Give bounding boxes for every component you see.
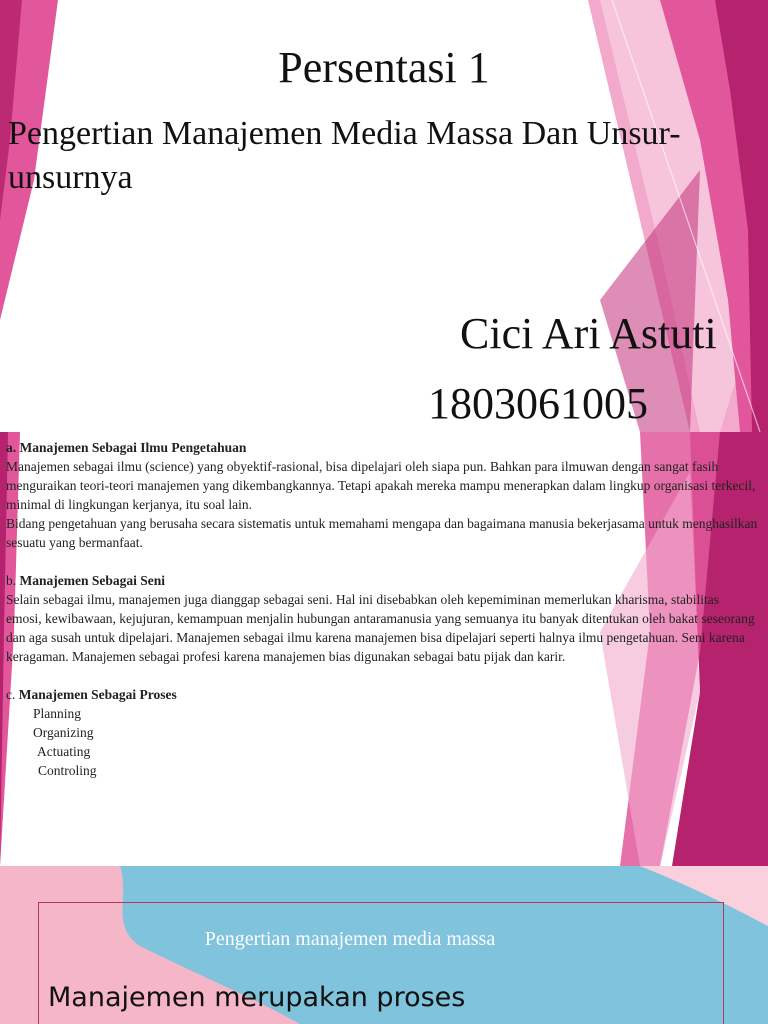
definition-slide: [0, 866, 768, 1024]
document-page: [0, 432, 768, 866]
slide3-body: Manajemen merupakan proses: [48, 982, 466, 1013]
section-c-heading: Manajemen Sebagai Proses: [18, 687, 177, 702]
section-a-paragraph-2: Bidang pengetahuan yang berusaha secara sistematis untuk memahami mengapa dan bagaimana manusia bekerjasama untuk menghasilkan sesuatu yang bermanfaat.: [6, 516, 758, 550]
slide-subtitle: Pengertian Manajemen Media Massa Dan Unsur-unsurnya: [8, 115, 681, 196]
document-text: [6, 438, 758, 780]
section-a-paragraph-1: Manajemen sebagai ilmu (science) yang obyektif-rasional, bisa dipelajari oleh siapa pun. Bahkan para ilmuwan dengan sangat fasih menguraikan teori-teori manajemen yang dikembangkannya. Tetapi apakah mereka mampu menerapkan dalam lingkup organisasi terkecil, minimal di lingkungan kerjanya, itu soal lain.: [6, 459, 756, 512]
slide3-title: Pengertian manajemen media massa: [204, 928, 496, 950]
section-a-heading: a. Manajemen Sebagai Ilmu Pengetahuan: [6, 440, 247, 455]
author-name: Cici Ari Astuti: [460, 309, 717, 358]
title-slide: [0, 0, 768, 432]
slide-title: Persentasi 1: [278, 43, 490, 92]
section-b-heading: Manajemen Sebagai Seni: [19, 573, 166, 588]
process-item-organizing: Organizing: [33, 725, 94, 740]
process-item-actuating: Actuating: [37, 744, 91, 759]
section-c-prefix: c.: [6, 687, 16, 702]
student-number: 1803061005: [428, 379, 648, 428]
process-item-controling: Controling: [38, 763, 97, 778]
process-item-planning: Planning: [33, 706, 82, 721]
section-b-prefix: b.: [6, 573, 17, 588]
section-b-paragraph: Selain sebagai ilmu, manajemen juga dianggap sebagai seni. Hal ini disebabkan oleh kepemiminan memerlukan kharisma, stabilitas emosi, kewibawaan, kejujuran, kemampuan menjalin hubungan antaramanusia yang semuanya itu banyak ditentukan oleh bakat seseorang dan aga susah untuk dipelajari. Manajemen sebagai ilmu karena manajemen bisa dipelajari seperti halnya ilmu pengetahuan. Seni karena keragaman. Manajemen sebagai profesi karena manajemen bias digunakan sebagai batu pijak dan karir.: [6, 592, 755, 664]
